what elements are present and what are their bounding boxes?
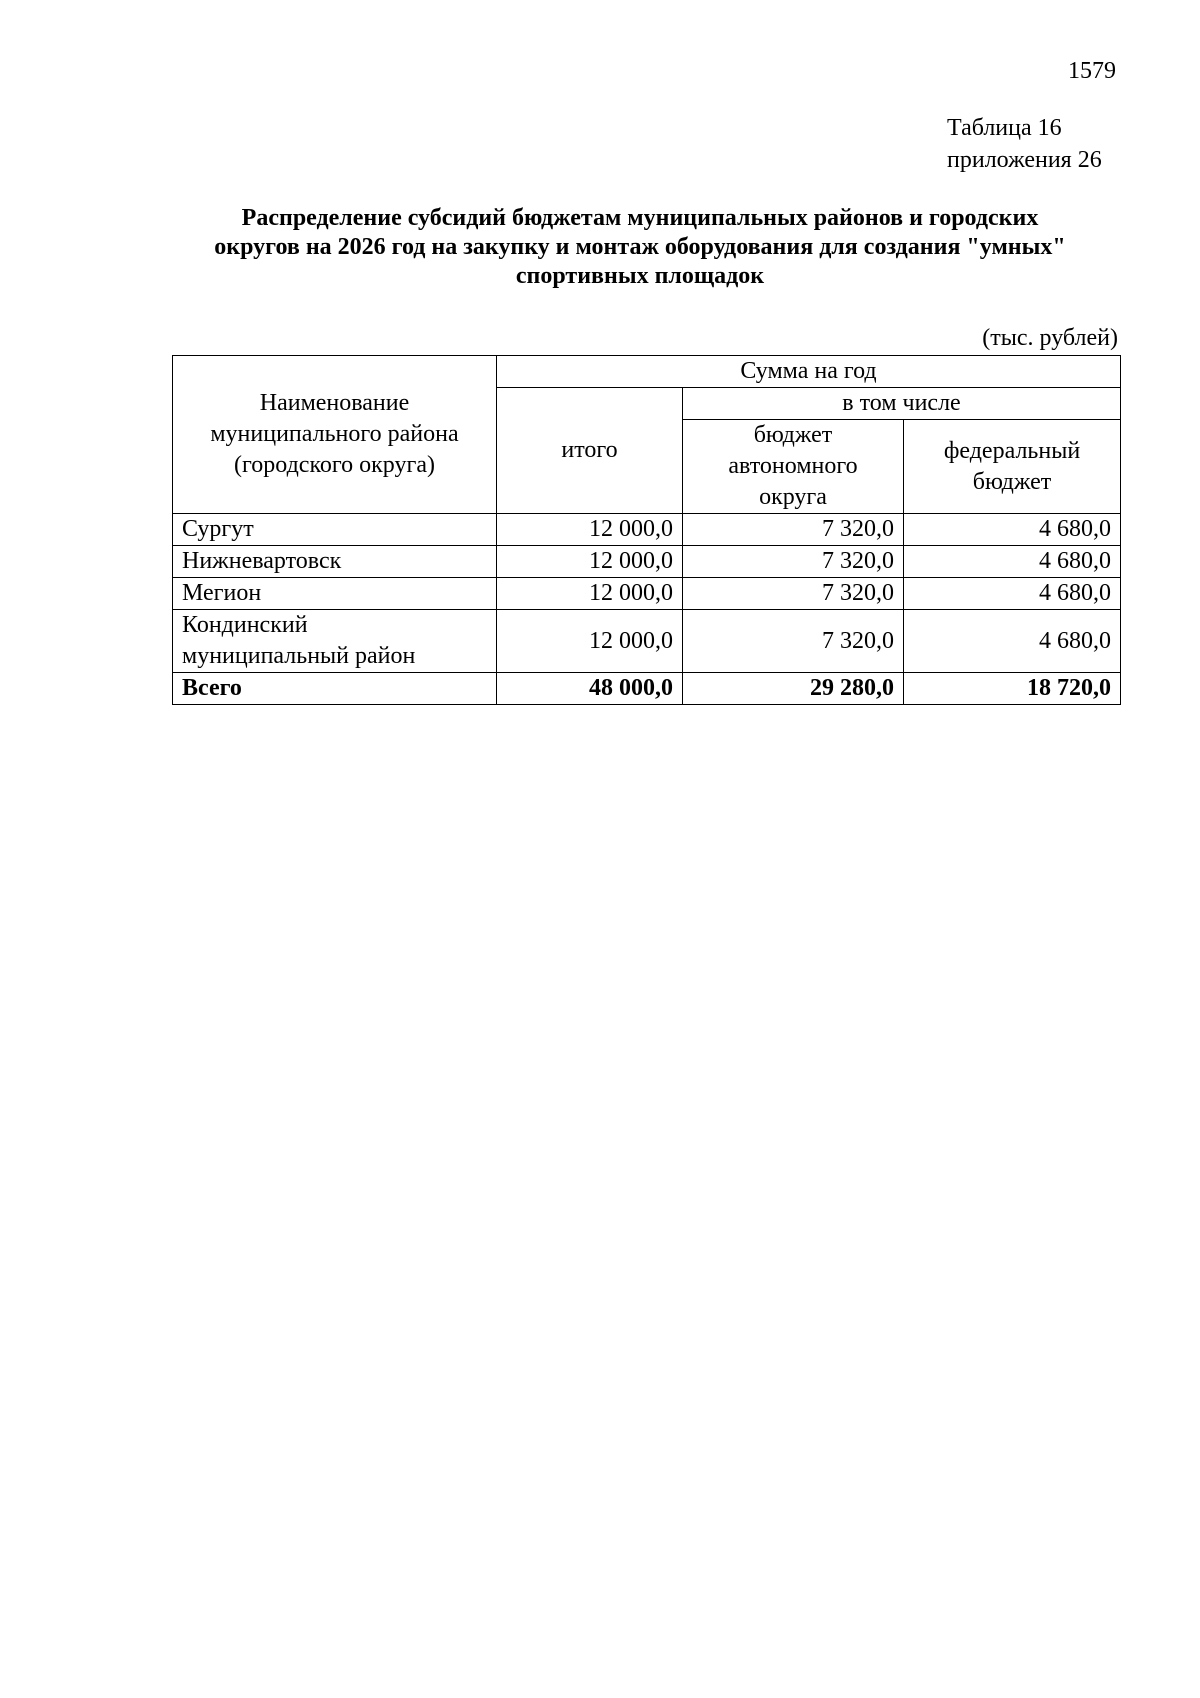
- municipality-name-line: Кондинский: [182, 612, 308, 638]
- units-label: (тыс. рублей): [982, 325, 1118, 351]
- regional-amount: 7 320,0: [683, 610, 904, 673]
- federal-amount: 4 680,0: [904, 610, 1121, 673]
- table-row: [173, 578, 1121, 610]
- header-text: бюджет: [972, 468, 1052, 495]
- table-row: [173, 514, 1121, 546]
- grand-total-federal: 18 720,0: [904, 673, 1121, 705]
- total-label: Всего: [173, 673, 497, 705]
- total-row: [173, 673, 1121, 705]
- table-row: [173, 610, 1121, 673]
- municipality-name: Нижневартовск: [173, 546, 497, 578]
- header-text: муниципального района: [210, 421, 459, 447]
- total-amount: 12 000,0: [497, 546, 683, 578]
- regional-amount: 7 320,0: [683, 514, 904, 546]
- table-reference-line: Таблица 16: [947, 115, 1062, 141]
- page-number: 1579: [1068, 58, 1116, 84]
- total-amount: 12 000,0: [497, 578, 683, 610]
- document-title-line: Распределение субсидий бюджетам муниципальных районов и городских: [241, 205, 1039, 231]
- grand-total-amount: 48 000,0: [497, 673, 683, 705]
- header-text: Наименование: [259, 390, 410, 416]
- regional-amount: 7 320,0: [683, 578, 904, 610]
- header-sum-per-year: Сумма на год: [497, 356, 1121, 388]
- municipality-name: [173, 610, 497, 673]
- federal-amount: 4 680,0: [904, 578, 1121, 610]
- total-amount: 12 000,0: [497, 610, 683, 673]
- federal-amount: 4 680,0: [904, 514, 1121, 546]
- document-title-line: округов на 2026 год на закупку и монтаж оборудования для создания "умных": [214, 234, 1066, 260]
- municipality-name: Сургут: [173, 514, 497, 546]
- grand-total-regional: 29 280,0: [683, 673, 904, 705]
- table-row: [173, 546, 1121, 578]
- header-text: автономного: [728, 453, 858, 479]
- municipality-name: Мегион: [173, 578, 497, 610]
- municipality-name-line: муниципальный район: [182, 643, 416, 669]
- total-amount: 12 000,0: [497, 514, 683, 546]
- document-title-line: спортивных площадок: [515, 263, 765, 289]
- table-reference: [947, 112, 1102, 176]
- header-text: (городского округа): [234, 452, 435, 478]
- header-including: в том числе: [683, 388, 1121, 420]
- header-federal-budget: [904, 420, 1121, 514]
- header-municipality: [173, 356, 497, 514]
- subsidies-table: [172, 355, 1121, 705]
- header-text: федеральный: [943, 437, 1081, 464]
- header-text: бюджет: [753, 422, 833, 448]
- table-reference-line: приложения 26: [947, 147, 1102, 173]
- header-total: итого: [497, 388, 683, 514]
- header-regional-budget: [683, 420, 904, 514]
- header-text: округа: [759, 484, 827, 510]
- document-title: [160, 204, 1120, 291]
- federal-amount: 4 680,0: [904, 546, 1121, 578]
- regional-amount: 7 320,0: [683, 546, 904, 578]
- header-row: [173, 356, 1121, 388]
